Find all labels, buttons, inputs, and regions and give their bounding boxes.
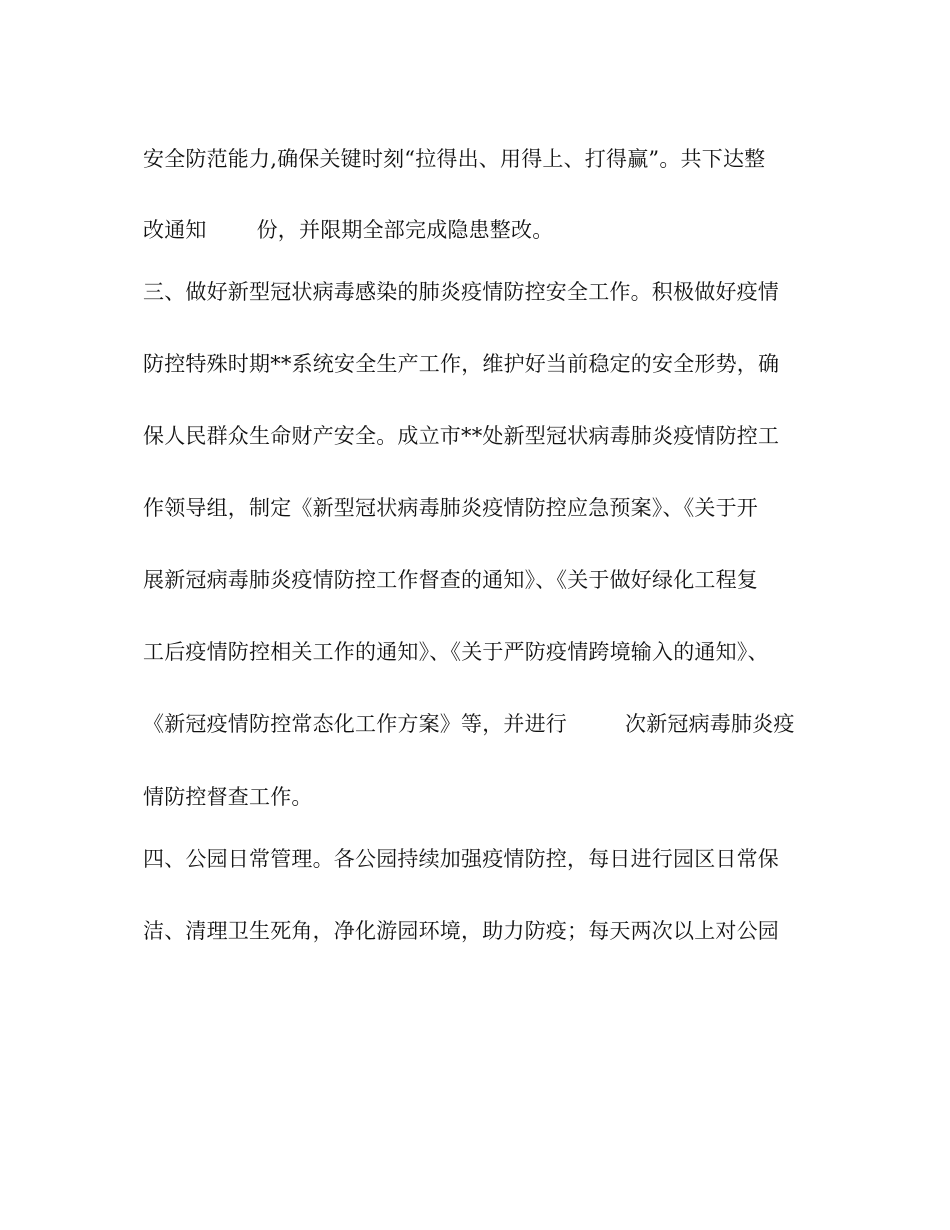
- text-line-2: [143, 216, 823, 244]
- text-line-9: [143, 710, 823, 738]
- text-line-6: [143, 494, 823, 522]
- text-line-1: [143, 145, 823, 173]
- text-line-10: [143, 783, 823, 811]
- text-line-3: [143, 278, 823, 306]
- text-line-7: [143, 566, 823, 594]
- text-line-8-content: 工后疫情防控相关工作的通知》、《关于严防疫情跨境输入的通知》、: [143, 640, 769, 664]
- text-line-11: [143, 845, 823, 873]
- text-line-7-content: 展新冠病毒肺炎疫情防控工作督查的通知》、《关于做好绿化工程复: [143, 568, 758, 592]
- text-line-2-part-b: 份，并限期全部完成隐患整改。: [256, 218, 554, 242]
- text-line-5-content: 保人民群众生命财产安全。成立市**处新型冠状病毒肺炎疫情防控工: [143, 424, 780, 448]
- text-line-12-content: 洁、清理卫生死角，净化游园环境，助力防疫；每天两次以上对公园: [143, 919, 779, 943]
- text-line-6-content: 作领导组，制定《新型冠状病毒肺炎疫情防控应急预案》、《关于开: [143, 496, 758, 520]
- text-line-9-part-b: 次新冠病毒肺炎疫: [625, 712, 795, 736]
- text-line-4-content: 防控特殊时期**系统安全生产工作，维护好当前稳定的安全形势，确: [143, 352, 780, 376]
- text-line-1-content: 安全防范能力,确保关键时刻“拉得出、用得上、打得赢”。共下达整: [143, 147, 766, 171]
- text-line-5: [143, 422, 823, 450]
- text-line-12: [143, 917, 823, 945]
- text-line-8: [143, 638, 823, 666]
- text-line-10-content: 情防控督查工作。: [143, 785, 313, 809]
- text-line-9-part-a: 《新冠疫情防控常态化工作方案》等，并进行: [143, 712, 567, 736]
- text-line-2-part-a: 改通知: [143, 218, 207, 242]
- text-line-4: [143, 350, 823, 378]
- section-three-heading: 三、做好新型冠状病毒感染的肺炎疫情防控安全工作。积极做好疫情: [143, 280, 779, 304]
- section-four-heading: 四、公园日常管理。各公园持续加强疫情防控，每日进行园区日常保: [143, 847, 779, 871]
